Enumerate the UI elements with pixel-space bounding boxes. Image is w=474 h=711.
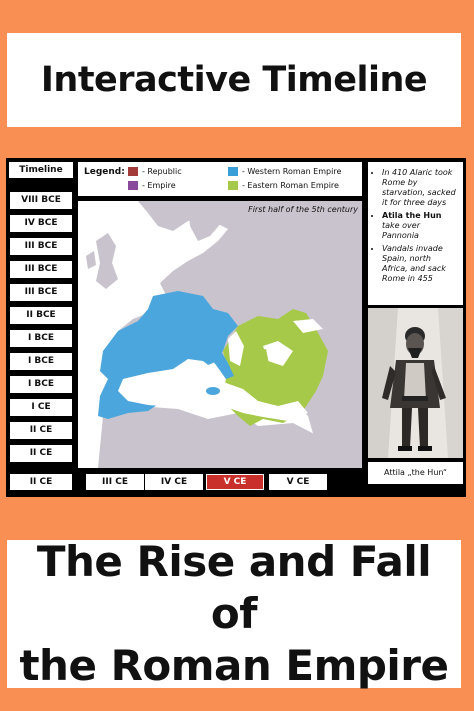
timeline-button-ii-ce-1[interactable]: II CE: [10, 422, 72, 439]
bottom-button-ii-ce[interactable]: II CE: [10, 474, 72, 490]
bottom-button-iii-ce[interactable]: III CE: [86, 474, 144, 490]
footer-title-line1: The Rise and Fall of: [36, 537, 432, 638]
timeline-button-iv-bce[interactable]: IV BCE: [10, 215, 72, 232]
info-item-alaric: • In 410 Alaric took Rome by starvation, sacked it for three days: [382, 168, 459, 208]
legend-label-republic: - Republic: [142, 167, 182, 176]
timeline-button-i-ce[interactable]: I CE: [10, 399, 72, 416]
footer-banner: [7, 537, 461, 690]
info-list: [372, 168, 459, 284]
legend-swatch-republic: [128, 167, 138, 176]
europe-map: [78, 201, 362, 468]
timeline-button-i-bce-1[interactable]: I BCE: [10, 330, 72, 347]
legend-swatch-eastern-empire: [228, 181, 238, 190]
legend-label-western-empire: - Western Roman Empire: [242, 167, 342, 176]
bottom-button-iv-ce[interactable]: IV CE: [145, 474, 203, 490]
header-banner: [7, 33, 461, 127]
legend-item-eastern-empire: [228, 181, 339, 190]
bottom-button-v-ce-active[interactable]: V CE: [206, 474, 264, 490]
legend-label-empire: - Empire: [142, 181, 176, 190]
map-legend: [78, 162, 362, 196]
timeline-button-viii-bce[interactable]: VIII BCE: [10, 192, 72, 209]
bottom-button-v-ce[interactable]: V CE: [269, 474, 327, 490]
info-item-vandals: • Vandals invade Spain, north Africa, and sack Rome in 455: [382, 244, 459, 284]
timeline-app: [6, 158, 466, 497]
attila-figure-image: [368, 308, 463, 458]
timeline-button-iii-bce-1[interactable]: III BCE: [10, 238, 72, 255]
sidebar-title: Timeline: [9, 162, 73, 178]
legend-swatch-empire: [128, 181, 138, 190]
info-item-attila: • Atila the Hun take over Pannonia: [382, 211, 459, 241]
footer-title: [7, 536, 461, 692]
page-title: Interactive Timeline: [40, 60, 428, 100]
legend-swatch-western-empire: [228, 167, 238, 176]
timeline-button-iii-bce-3[interactable]: III BCE: [10, 284, 72, 301]
timeline-button-i-bce-2[interactable]: I BCE: [10, 353, 72, 370]
legend-title: Legend:: [84, 167, 125, 177]
timeline-button-ii-ce-2[interactable]: II CE: [10, 445, 72, 462]
map-caption: First half of the 5th century: [248, 205, 358, 214]
timeline-button-i-bce-3[interactable]: I BCE: [10, 376, 72, 393]
map-panel: [78, 201, 362, 468]
info-panel: [368, 162, 463, 305]
timeline-button-iii-bce-2[interactable]: III BCE: [10, 261, 72, 278]
portrait-caption: Attila „the Hun“: [368, 462, 463, 484]
legend-label-eastern-empire: - Eastern Roman Empire: [242, 181, 339, 190]
legend-item-republic: [128, 167, 182, 176]
attila-portrait: [368, 308, 463, 458]
footer-title-line2: the Roman Empire: [19, 641, 449, 690]
legend-item-empire: [128, 181, 176, 190]
legend-item-western-empire: [228, 167, 341, 176]
timeline-button-ii-bce[interactable]: II BCE: [10, 307, 72, 324]
